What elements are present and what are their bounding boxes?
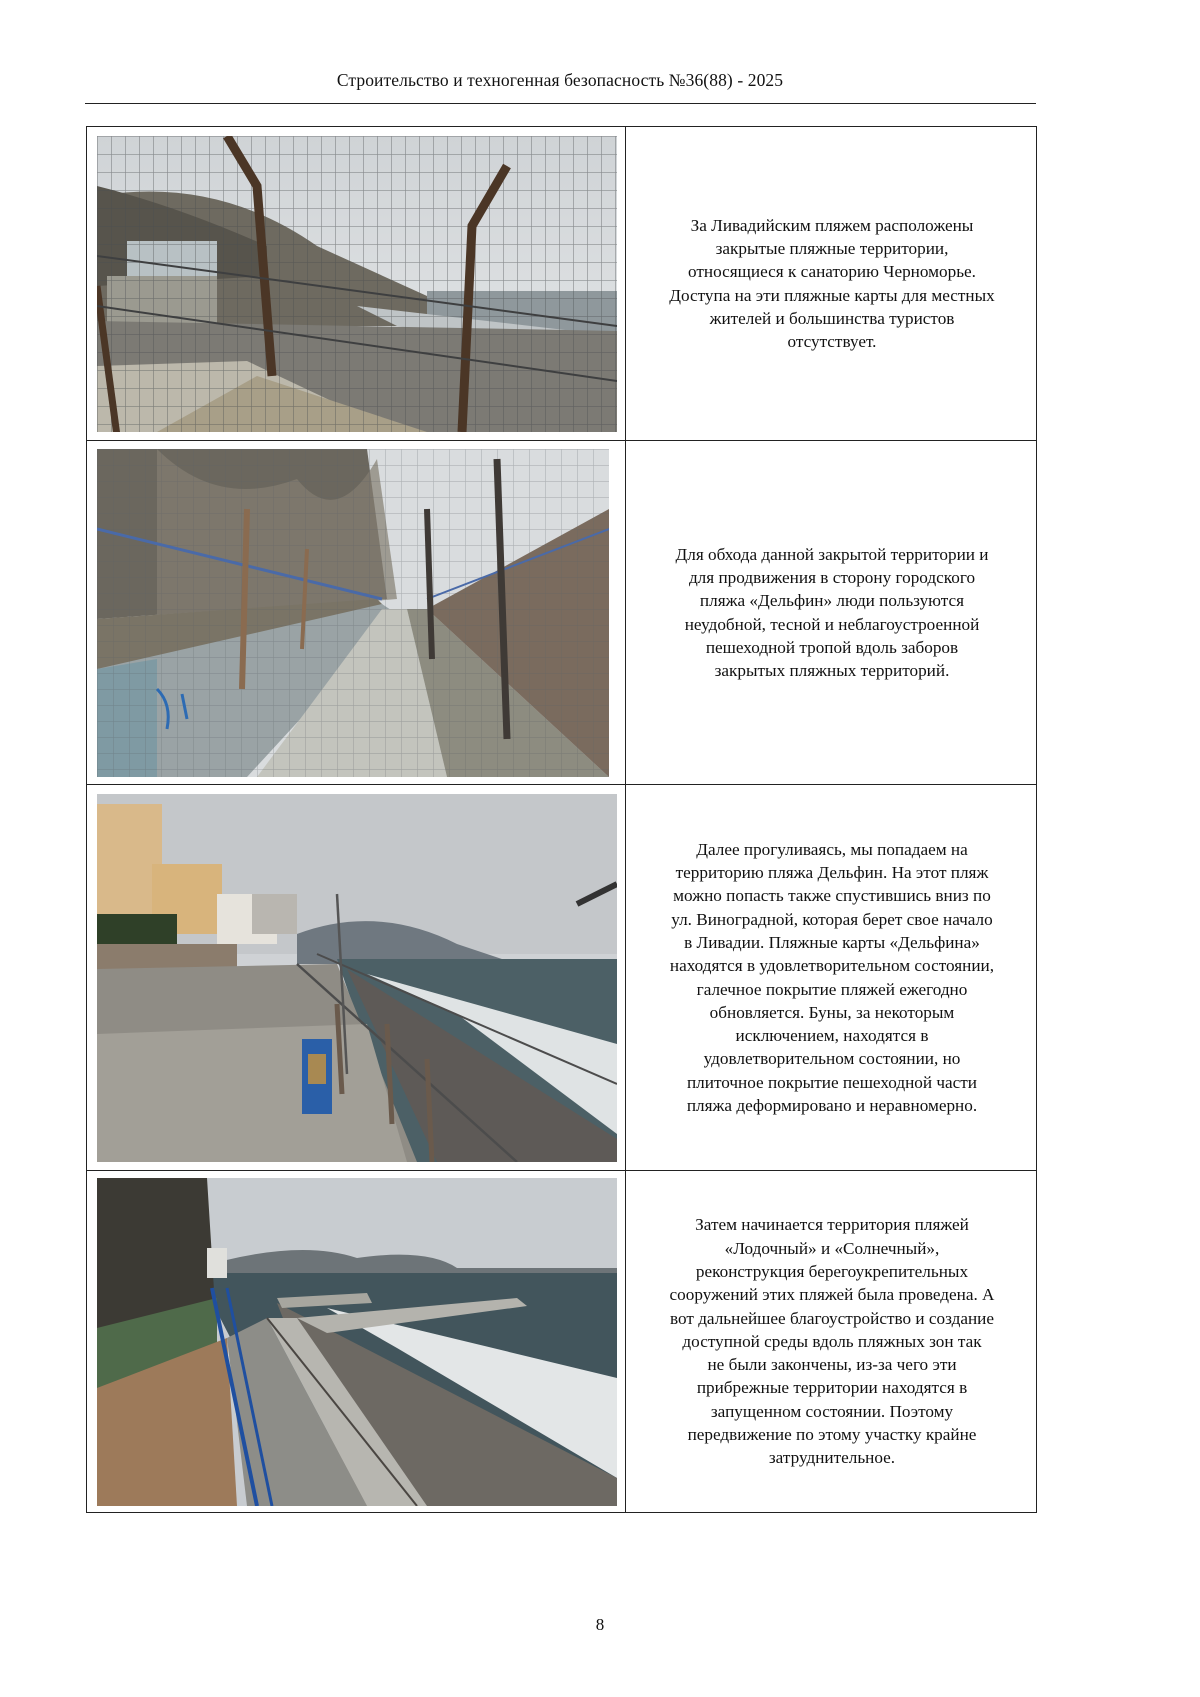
- table-row: [87, 441, 1037, 785]
- paragraph: За Ливадийским пляжем расположены закрытые пляжные территории, относящиеся к санаторию Черноморье. Доступа на эти пляжные карты для местных жителей и большинства туристов отсутствует.: [669, 215, 995, 352]
- paragraph: Для обхода данной закрытой территории и для продвижения в сторону городского пляжа «Дельфин» люди пользуются неудобной, тесной и неблагоустроенной пешеходной тропой вдоль заборов закрытых пляжных территорий.: [675, 544, 989, 681]
- text-cell: [626, 441, 1037, 785]
- paragraph: Затем начинается территория пляжей «Лодочный» и «Солнечный», реконструкция берегоукрепительных сооружений этих пляжей была проведена. А вот дальнейшее благоустройство и создание доступной среды вдоль пляжных зон так не были закончены, из-за чего эти прибрежные территории находятся в запущенном состоянии. Поэтому передвижение по этому участку крайне затруднительное.: [669, 1215, 995, 1468]
- photo-footpath-between-fences: [97, 449, 609, 777]
- text-cell: [626, 127, 1037, 441]
- photo-text-table: [86, 126, 1037, 1513]
- header-divider: [85, 103, 1036, 104]
- photo-lodochny-solnechny-beaches: [97, 1178, 617, 1506]
- table-row: [87, 785, 1037, 1171]
- paragraph: Далее прогуливаясь, мы попадаем на территорию пляжа Дельфин. На этот пляж можно попасть также спустившись вниз по ул. Виноградной, которая берет свое начало в Ливадии. Пляжные карты «Дельфина» находятся в удовлетворительном состоянии, галечное покрытие пляжей ежегодно обновляется. Буны, за некоторым исключением, находятся в удовлетворительном состоянии, но плиточное покрытие пешеходной части пляжа деформировано и неравномерно.: [669, 839, 995, 1115]
- photo-delfin-beach-promenade: [97, 794, 617, 1162]
- table-row: [87, 1171, 1037, 1513]
- photo-closed-beach-fence: [97, 136, 617, 432]
- text-cell: [626, 785, 1037, 1171]
- table-row: [87, 127, 1037, 441]
- photo-cell: [87, 127, 626, 441]
- text-cell: [626, 1171, 1037, 1513]
- photo-cell: [87, 1171, 626, 1513]
- page-number: 8: [595, 1615, 605, 1634]
- photo-cell: [87, 785, 626, 1171]
- journal-header: Строительство и техногенная безопасность №36(88) - 2025: [336, 70, 784, 90]
- photo-cell: [87, 441, 626, 785]
